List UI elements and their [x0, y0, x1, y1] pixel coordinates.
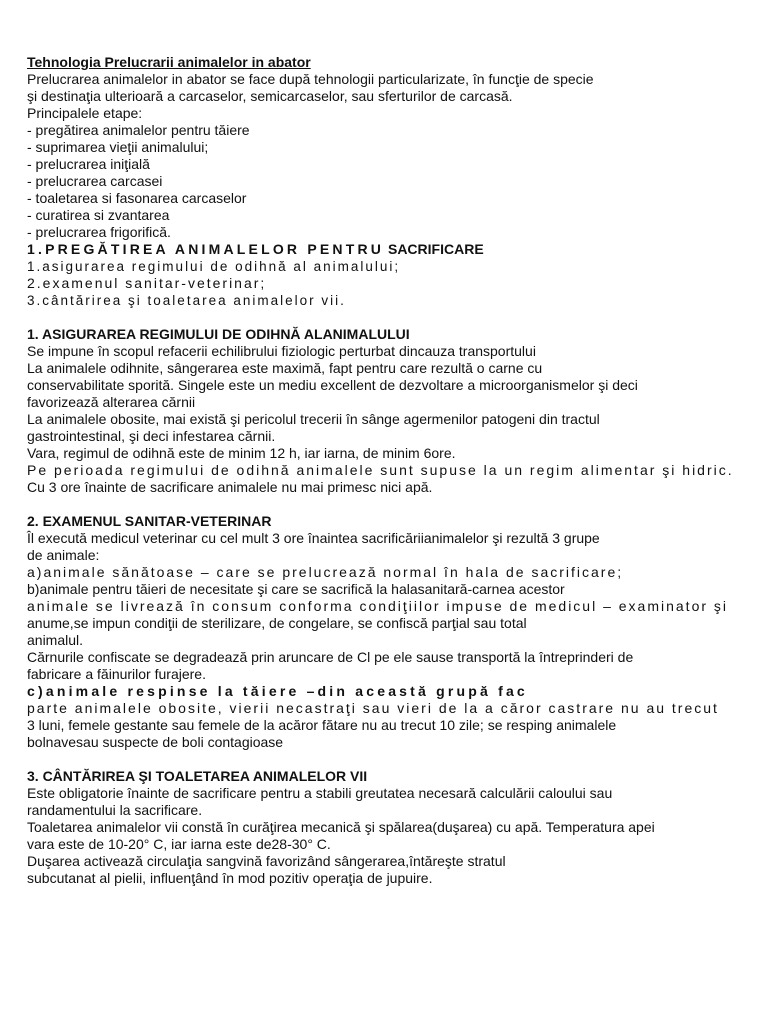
paragraph-line: Se impune în scopul refacerii echilibrului fiziologic perturbat dincauza transportului [27, 343, 536, 359]
paragraph-line: conservabilitate sporită. Singele este un mediu excellent de dezvoltare a microorganismelor şi deci [27, 377, 638, 393]
paragraph-line: Cu 3 ore înainte de sacrificare animalele nu mai primesc nici apă. [27, 479, 433, 495]
section-heading: 1. ASIGURAREA REGIMULUI DE ODIHNĂ ALANIMALULUI [27, 326, 410, 342]
section-heading: 3. CÂNTĂRIREA ŞI TOALETAREA ANIMALELOR VII [27, 768, 368, 784]
paragraph-line: parte animalele obosite, vierii necastraţi sau vieri de la a căror castrare nu au trecut [27, 700, 719, 716]
stage-item: - curatirea si zvantarea [27, 207, 170, 223]
paragraph-line: c)animale respinse la tăiere –din această grupă fac [27, 683, 528, 699]
paragraph-line: randamentului la sacrificare. [27, 802, 203, 818]
paragraph-line: de animale: [27, 547, 100, 563]
spacer [27, 496, 742, 513]
paragraph-line: bolnavesau suspecte de boli contagioase [27, 734, 284, 750]
paragraph-line: subcutanat al pielii, influenţând în mod pozitiv operaţia de jupuire. [27, 870, 433, 886]
paragraph-line: favorizează alterarea cărnii [27, 394, 196, 410]
intro-line-2: şi destinaţia ulterioară a carcaselor, semicarcaselor, sau sferturilor de carcasă. [27, 88, 513, 104]
paragraph-line: Duşarea activează circulaţia sangvină favorizând sângerarea,întăreşte stratul [27, 853, 506, 869]
paragraph-line: Pe perioada regimului de odihnă animalele sunt supuse la un regim alimentar şi hidric. [27, 462, 734, 478]
stage-item: - prelucrarea iniţială [27, 156, 150, 172]
paragraph-line: b)animale pentru tăieri de necesitate şi care se sacrifică la halasanitară-carnea acestor [27, 581, 565, 597]
subtopic-item: 3.cântărirea şi toaletarea animalelor vii. [27, 293, 346, 308]
spacer [27, 309, 742, 326]
document-title: Tehnologia Prelucrarii animalelor in abator [27, 54, 311, 70]
heading-spaced-part: 1.PREGĂTIREA ANIMALELOR PENTRU [27, 241, 385, 257]
paragraph-line: animale se livrează în consum conforma condiţiilor impuse de medicul – examinator şi [27, 598, 729, 614]
paragraph-line: Îl execută medicul veterinar cu cel mult 3 ore înaintea sacrificăriianimalelor şi rezultă 3 grupe [27, 530, 600, 546]
stage-item: - prelucrarea carcasei [27, 173, 163, 189]
paragraph-line: Este obligatorie înainte de sacrificare pentru a stabili greutatea necesară calculării caloului sau [27, 785, 613, 801]
section-1-main-heading [27, 241, 742, 258]
subtopic-item: 2.examenul sanitar-veterinar; [27, 275, 267, 291]
stages-label: Principalele etape: [27, 105, 143, 121]
paragraph-line: 3 luni, femele gestante sau femele de la acăror fătare nu au trecut 10 zile; se resping animalele [27, 717, 617, 733]
paragraph-line: vara este de 10-20° C, iar iarna este de28-30° C. [27, 836, 331, 852]
paragraph-line: a)animale sănătoase – care se prelucrează normal în hala de sacrificare; [27, 564, 624, 580]
intro-line-1: Prelucrarea animalelor in abator se face după tehnologii particularizate, în funcţie de specie [27, 71, 594, 87]
spacer [27, 751, 742, 768]
paragraph-line: gastrointestinal, şi deci infestarea cărnii. [27, 428, 276, 444]
stage-item: - pregătirea animalelor pentru tăiere [27, 122, 250, 138]
subtopic-item: 1.asigurarea regimului de odihnă al animalului; [27, 259, 401, 274]
paragraph-line: Vara, regimul de odihnă este de minim 12 h, iar iarna, de minim 6ore. [27, 445, 456, 461]
paragraph-line: La animalele odihnite, sângerarea este maximă, fapt pentru care rezultă o carne cu [27, 360, 543, 376]
heading-rest-part: SACRIFICARE [384, 241, 484, 257]
paragraph-line: Cărnurile confiscate se degradează prin aruncare de Cl pe ele sause transportă la întreprinderi de [27, 649, 634, 665]
paragraph-line: fabricare a făinurilor furajere. [27, 666, 206, 682]
section-heading: 2. EXAMENUL SANITAR-VETERINAR [27, 513, 272, 529]
stage-item: - toaletarea si fasonarea carcaselor [27, 190, 247, 206]
stage-item: - prelucrarea frigorifică. [27, 224, 171, 240]
paragraph-line: Toaletarea animalelor vii constă în curăţirea mecanică şi spălarea(duşarea) cu apă. Temperatura apei [27, 819, 655, 835]
paragraph-line: animalul. [27, 632, 84, 648]
stage-item: - suprimarea vieţii animalului; [27, 139, 209, 155]
paragraph-line: anume,se impun condiţii de sterilizare, de congelare, se confiscă parţial sau total [27, 615, 527, 631]
paragraph-line: La animalele obosite, mai există şi pericolul trecerii în sânge agermenilor patogeni din tractul [27, 411, 600, 427]
